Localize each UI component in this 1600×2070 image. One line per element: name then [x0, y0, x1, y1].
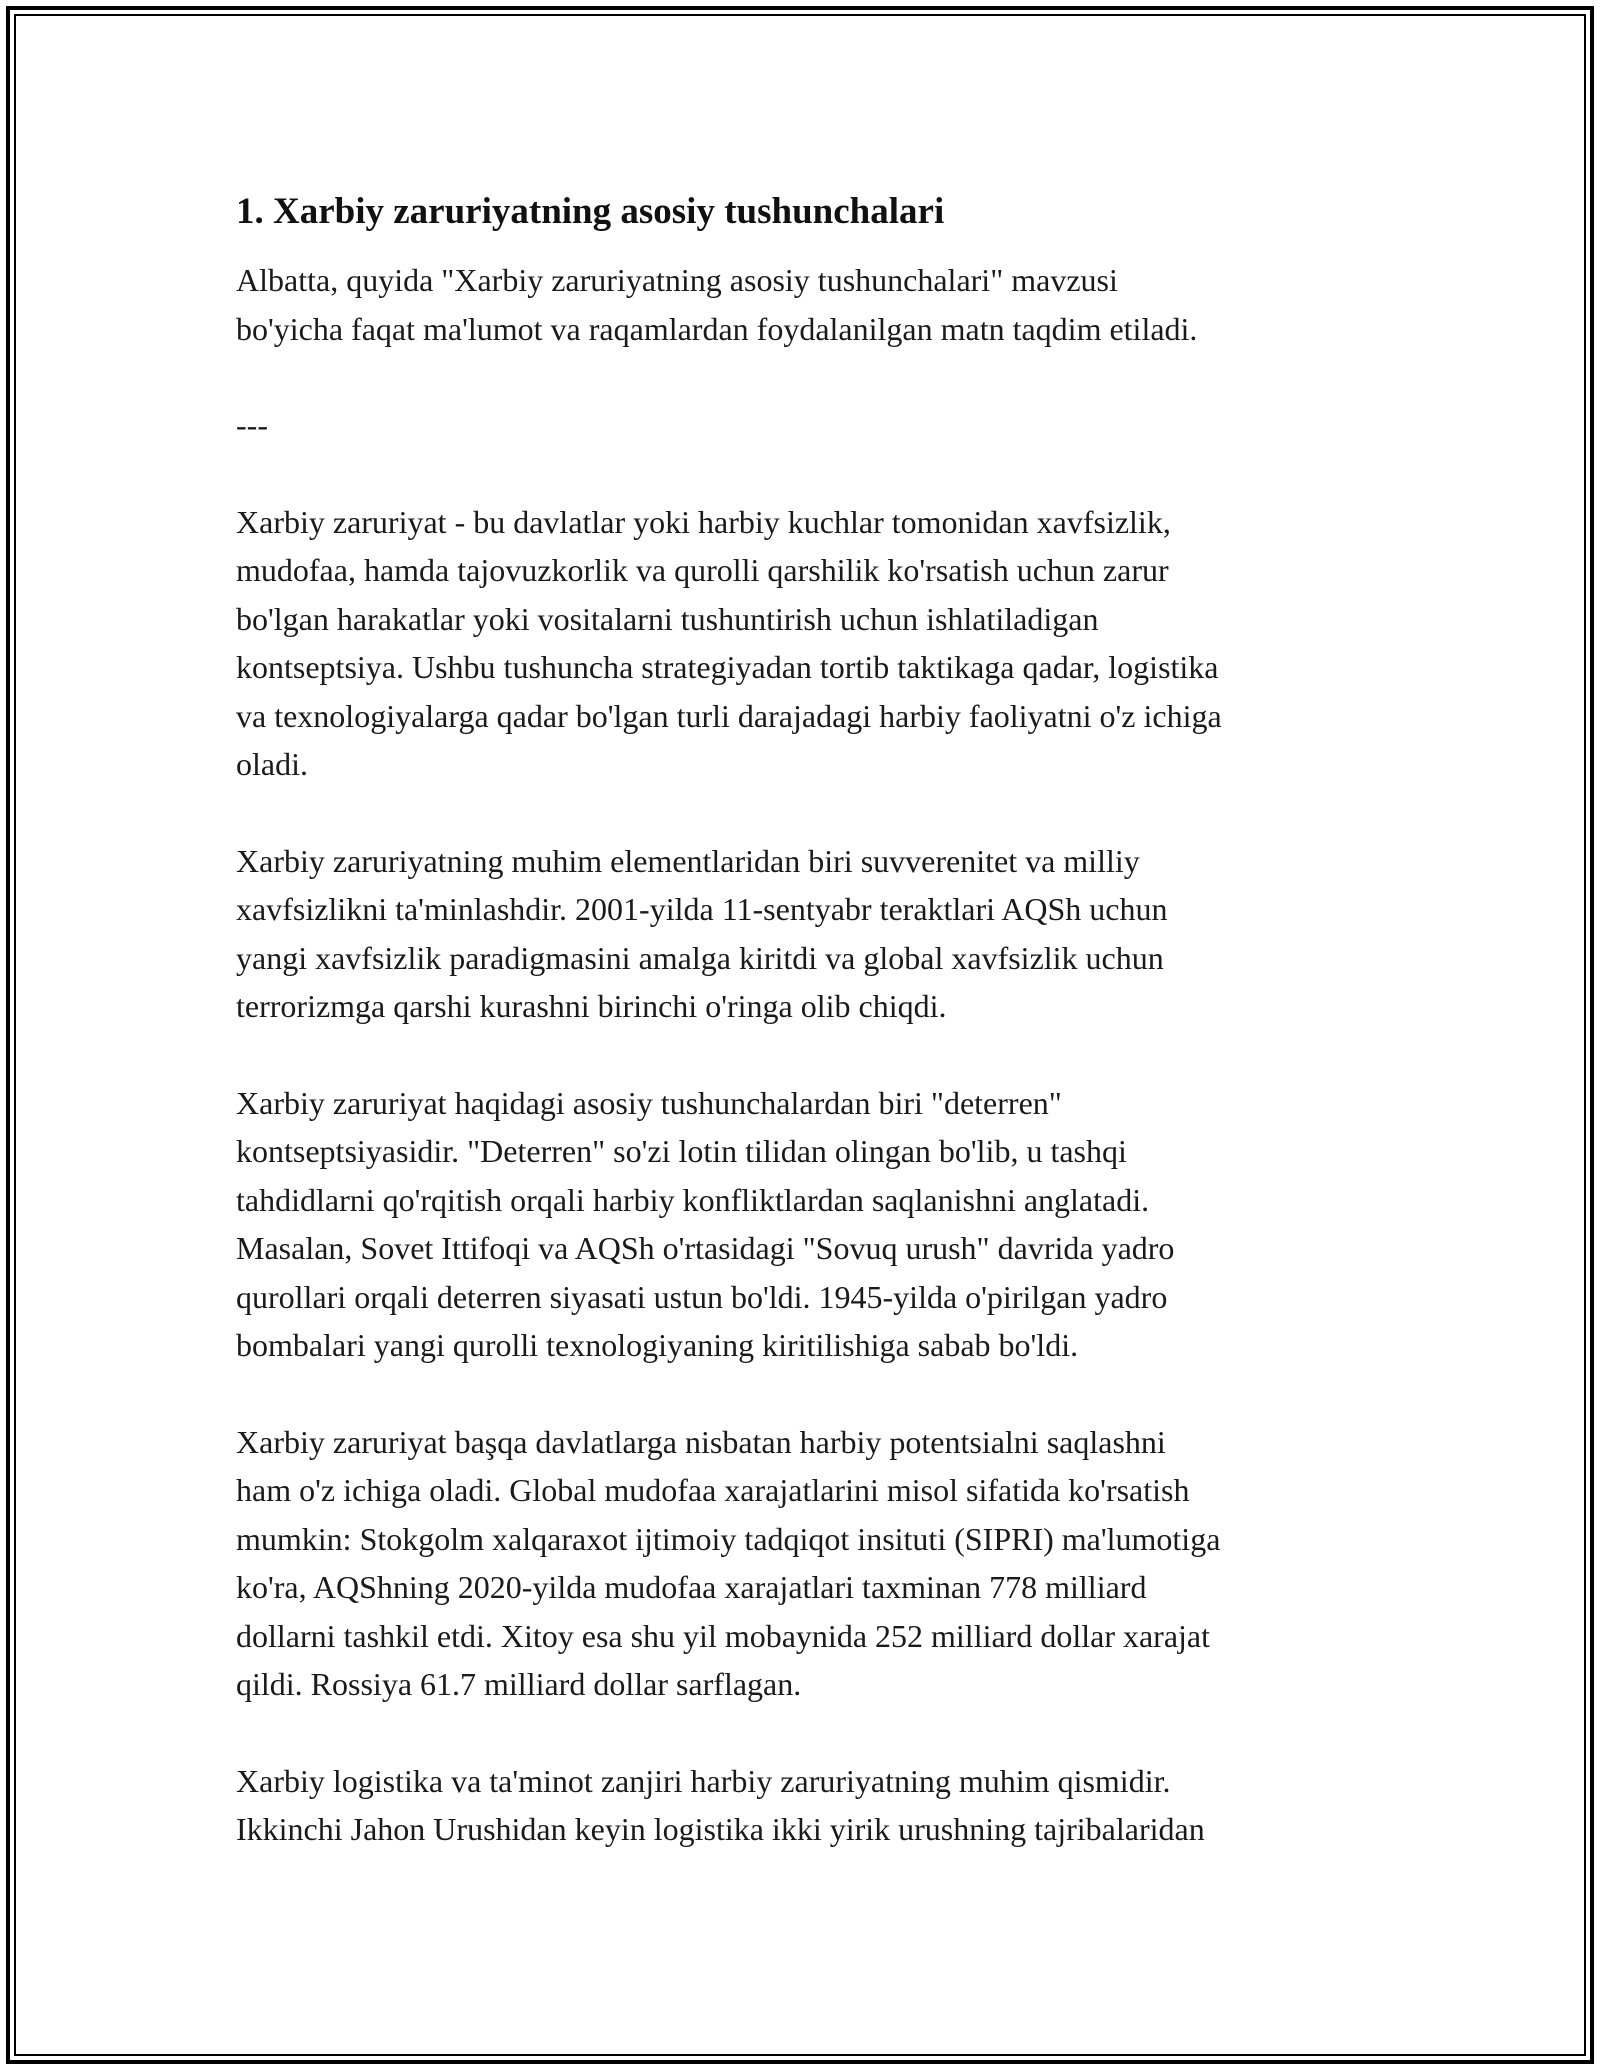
text-line: mudofaa, hamda tajovuzkorlik va qurolli qarshilik ko'rsatish uchun zarur: [236, 552, 1169, 588]
text-line: ko'ra, AQShning 2020-yilda mudofaa xarajatlari taxminan 778 milliard: [236, 1569, 1147, 1605]
text-line: kontseptsiyasidir. "Deterren" so'zi lotin tilidan olingan bo'lib, u tashqi: [236, 1133, 1127, 1169]
intro-paragraph: [236, 256, 1386, 353]
text-line: kontseptsiya. Ushbu tushuncha strategiyadan tortib taktikaga qadar, logistika: [236, 649, 1219, 685]
text-line: Xarbiy zaruriyat haqidagi asosiy tushunchalardan biri "deterren": [236, 1084, 1062, 1121]
paragraph-defense-spending: [236, 1418, 1386, 1709]
paragraph-deterrence: [236, 1079, 1386, 1370]
separator: ---: [236, 407, 268, 443]
document-body: [236, 188, 1386, 1902]
text-line: tahdidlarni qo'rqitish orqali harbiy konfliktlardan saqlanishni anglatadi.: [236, 1181, 1150, 1218]
paragraph-sovereignty: [236, 837, 1386, 1031]
text-line: Xarbiy zaruriyatning muhim elementlaridan biri suvverenitet va milliy: [236, 842, 1140, 879]
paragraph-logistics: [236, 1757, 1386, 1854]
text-line: qildi. Rossiya 61.7 milliard dollar sarflagan.: [236, 1666, 802, 1702]
text-line: Xarbiy logistika va ta'minot zanjiri harbiy zaruriyatning muhim qismidir.: [236, 1762, 1171, 1799]
text-line: qurollari orqali deterren siyasati ustun bo'ldi. 1945-yilda o'pirilgan yadro: [236, 1278, 1168, 1315]
text-line: va texnologiyalarga qadar bo'lgan turli darajadagi harbiy faoliyatni o'z ichiga: [236, 697, 1222, 734]
text-line: Albatta, quyida "Xarbiy zaruriyatning asosiy tushunchalari" mavzusi: [236, 262, 1118, 298]
text-line: mumkin: Stokgolm xalqaraxot ijtimoiy tadqiqot insituti (SIPRI) ma'lumotiga: [236, 1520, 1221, 1557]
text-line: oladi.: [236, 746, 308, 782]
text-line: Masalan, Sovet Ittifoqi va AQSh o'rtasidagi "Sovuq urush" davrida yadro: [236, 1230, 1175, 1266]
text-line: bo'yicha faqat ma'lumot va raqamlardan foydalanilgan matn taqdim etiladi.: [236, 310, 1198, 347]
text-line: ham o'z ichiga oladi. Global mudofaa xarajatlarini misol sifatida ko'rsatish: [236, 1472, 1190, 1508]
section-heading: 1. Xarbiy zaruriyatning asosiy tushunchalari: [236, 191, 945, 232]
text-line: Xarbiy zaruriyat - bu davlatlar yoki harbiy kuchlar tomonidan xavfsizlik,: [236, 503, 1171, 540]
text-line: yangi xavfsizlik paradigmasini amalga kiritdi va global xavfsizlik uchun: [236, 939, 1164, 976]
text-line: bo'lgan harakatlar yoki vositalarni tushuntirish uchun ishlatiladigan: [236, 600, 1099, 637]
text-line: dollarni tashkil etdi. Xitoy esa shu yil mobaynida 252 milliard dollar xarajat: [236, 1617, 1211, 1654]
paragraph-definition: [236, 498, 1386, 789]
text-line: bombalari yangi qurolli texnologiyaning kiritilishiga sabab bo'ldi.: [236, 1327, 1079, 1363]
text-line: Ikkinchi Jahon Urushidan keyin logistika ikki yirik urushning tajribalaridan: [236, 1811, 1205, 1847]
text-line: xavfsizlikni ta'minlashdir. 2001-yilda 11-sentyabr teraktlari AQSh uchun: [236, 891, 1168, 927]
text-line: terrorizmga qarshi kurashni birinchi o'ringa olib chiqdi.: [236, 988, 947, 1024]
text-line: Xarbiy zaruriyat başqa davlatlarga nisbatan harbiy potentsialni saqlashni: [236, 1423, 1166, 1460]
